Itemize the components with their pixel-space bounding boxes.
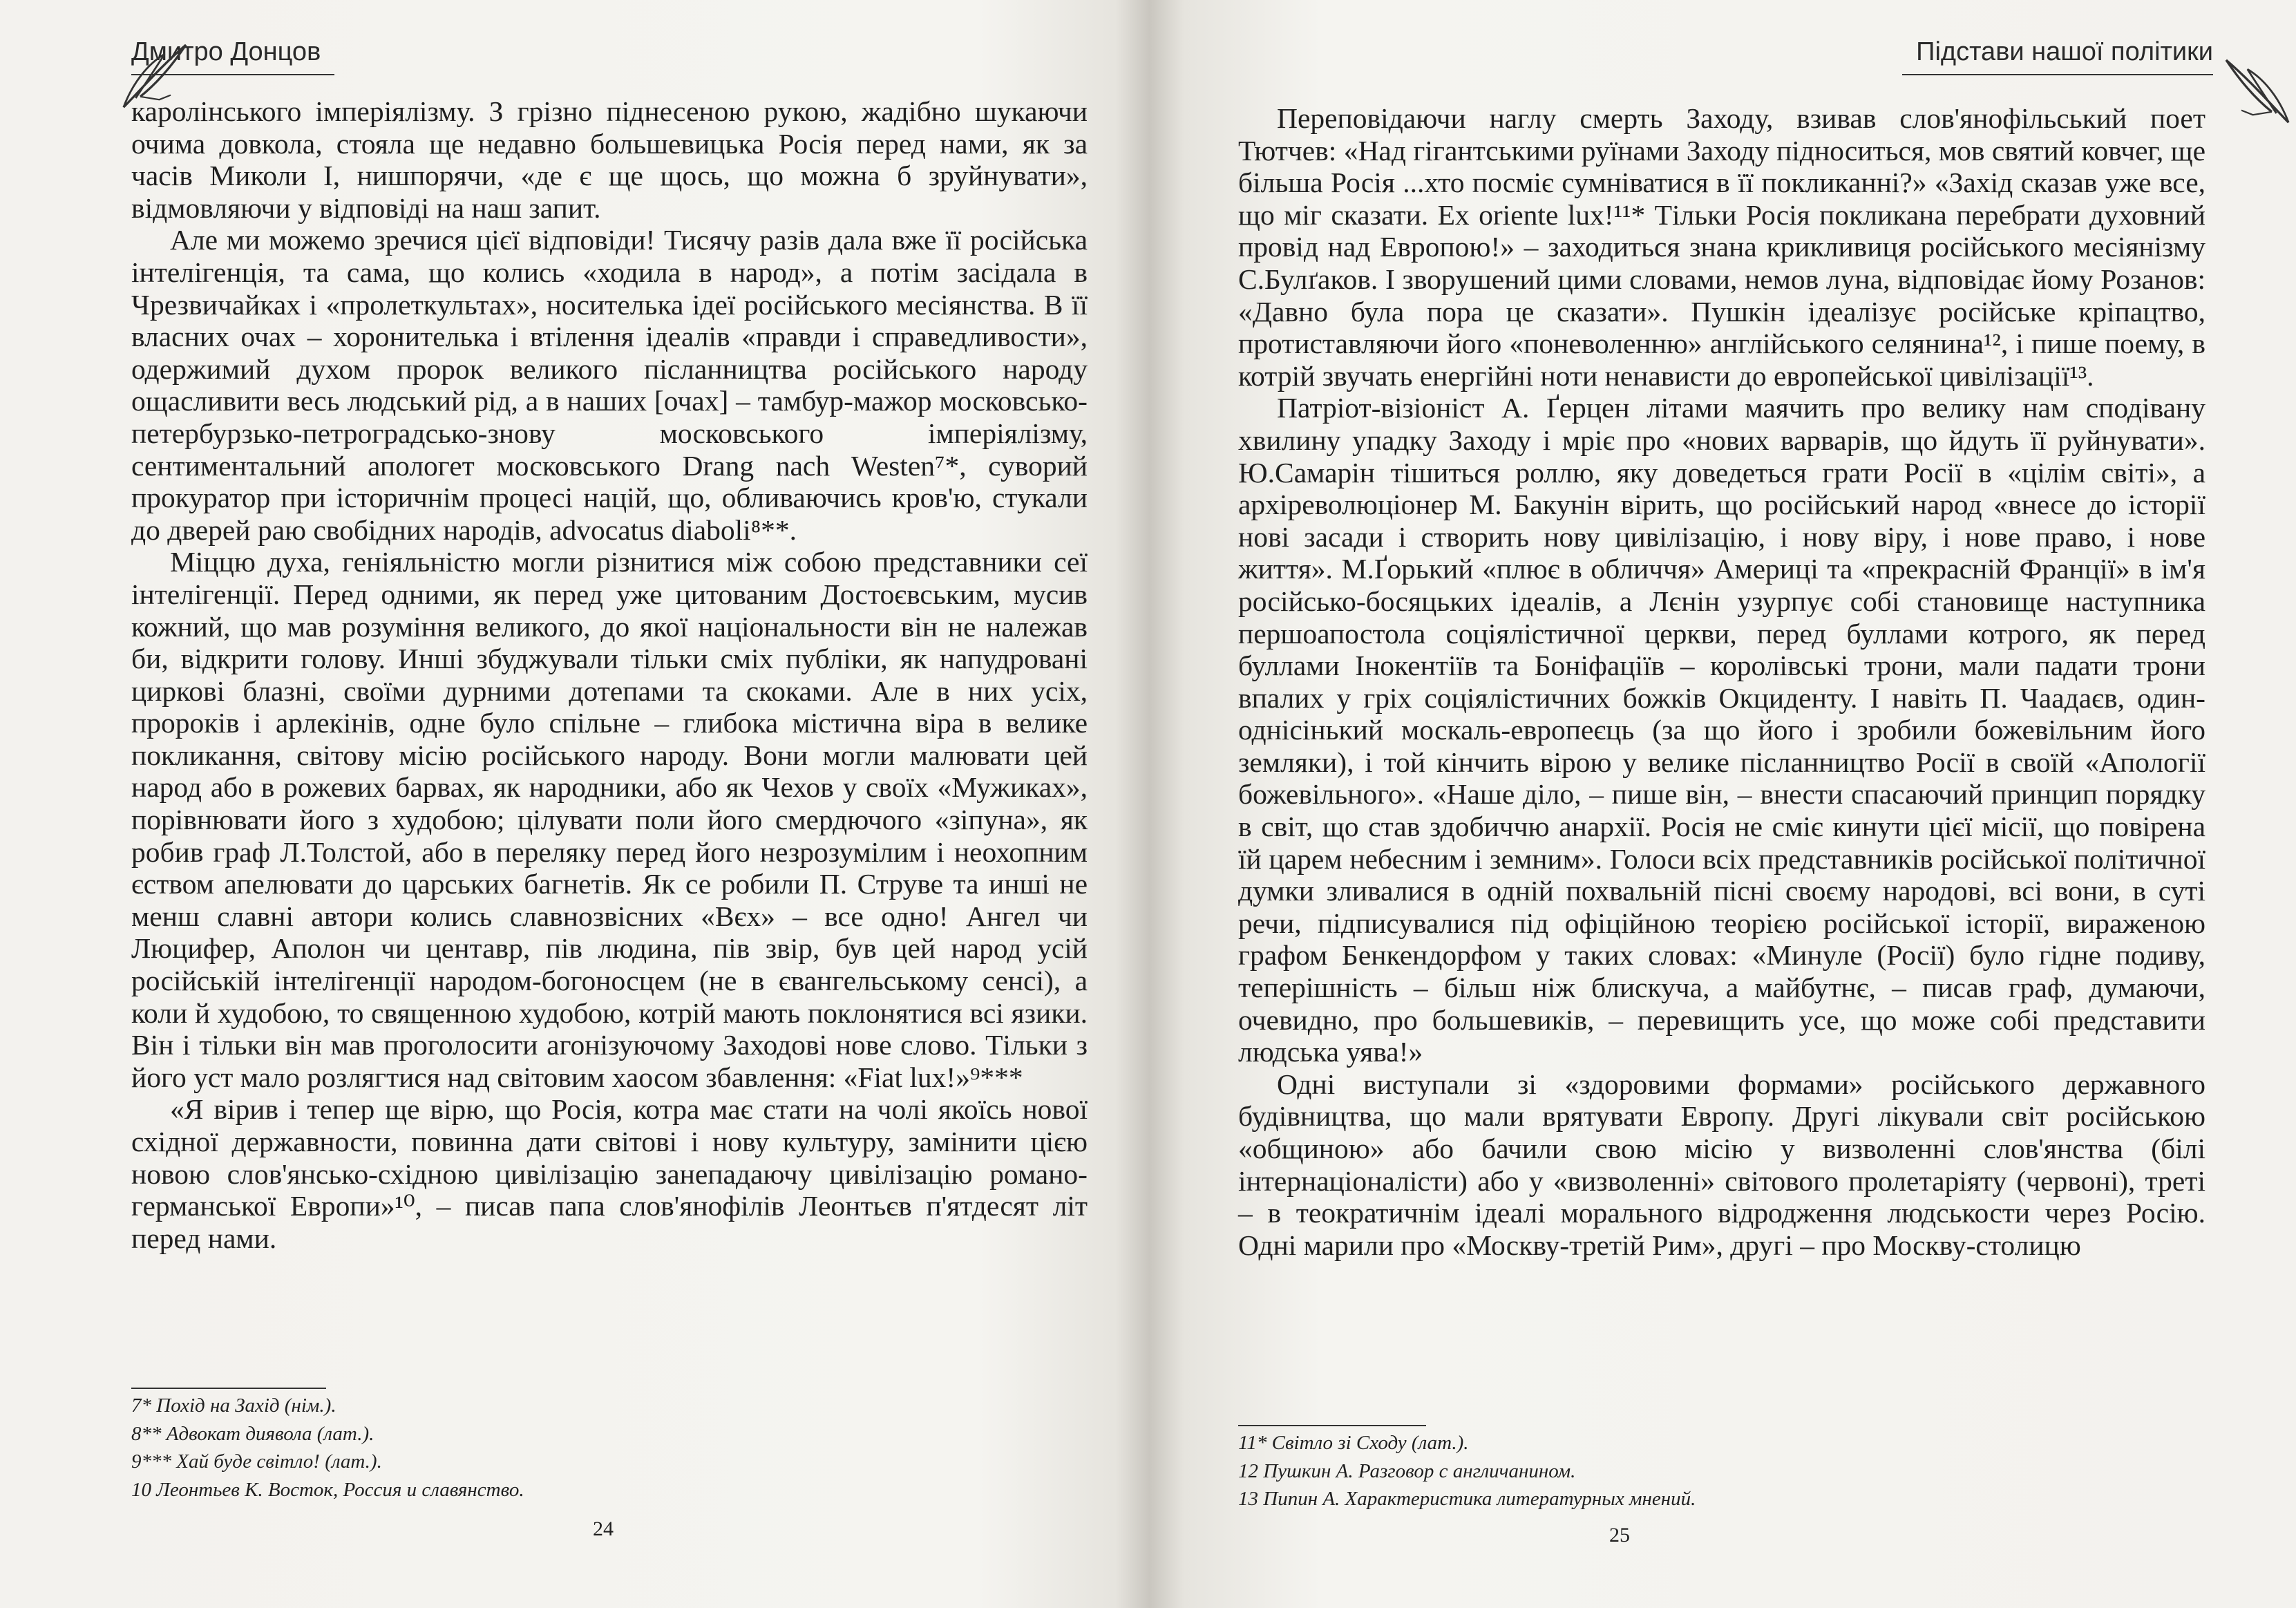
footnote-divider — [131, 1388, 326, 1389]
feather-quill-icon — [2219, 53, 2295, 129]
right-body-text — [1238, 102, 2205, 1261]
footnote: 9*** Хай буде світло! (лат.). — [131, 1450, 382, 1473]
footnote: 8** Адвокат диявола (лат.). — [131, 1422, 374, 1445]
footnote-divider — [1238, 1425, 1426, 1426]
paragraph: Переповідаючи наглу смерть Заходу, взивав слов'янофільський поет Тютчев: «Над гігантськими руїнами Заходу підноситься, мов святий ковчег, ще більша Росія ...хто посміє сумніватися в її покликанні?» «Захід сказав уже все, що міг сказати. Ex oriente lux!¹¹* Тільки Росія покликана перебрати духовний провід над Европою!» – заходиться знана крикливиця російського месіянізму С.Булґаков. І зворушений цими словами, немов луна, відповідає йому Розанов: «Давно була пора це сказати». Пушкін ідеалізує російське кріпацтво, протиставляючи його «поневоленню» англійського селянина¹², і пише поему, в котрій звучать енергійні ноти ненависти до европейської цивілізації¹³. — [1238, 102, 2205, 392]
right-page — [1150, 0, 2296, 1608]
right-footnotes — [1238, 1429, 2136, 1513]
left-body-text — [131, 95, 1088, 1254]
paragraph: Але ми можемо зречися цієї відповіди! Тисячу разів дала вже її російська інтелігенція, та сама, що колись «ходила в народ», а потім засідала в Чрезвичайках і «пролеткультах», носителька ідеї російського месіянства. В її власних очах – хоронителька і втілення ідеалів «правди і справедливости», одержимий духом пророк великого післанництва російського народу ощасливити весь людський рід, а в наших [очах] – тамбур-мажор московсько-петербурзько-петроградсько-знову московського імперіялізму, сентиментальний апологет московського Drang nach Westen⁷*, суворий прокуратор при історичнім процесі націй, що, обливаючись кров'ю, стукали до дверей раю свобідних народів, advocatus diaboli⁸**. — [131, 224, 1088, 546]
paragraph: Одні виступали зі «здоровими формами» російського державного будівництва, що мали врятувати Европу. Другі лікували світ російською «общиною» або бачили свою місію у визволенні слов'янства (білі інтернаціоналісти) або у «визволенні» світового пролетаріяту (червоні), треті – в теократичнім ідеалі морального відродження людськости через Росію. Одні марили про «Москву-третій Рим», другі – про Москву-столицю — [1238, 1068, 2205, 1261]
author-name: Дмитро Донцов — [131, 37, 334, 75]
left-running-header — [131, 25, 891, 80]
footnote: 10 Леонтьев К. Восток, Россия и славянство. — [131, 1478, 524, 1501]
paragraph: каролінського імперіялізму. З грізно піднесеною рукою, жадібно шукаючи очима довкола, стояла ще недавно большевицька Росія перед нами, як за часів Миколи I, нишпорячи, «де є ще щось, що можна б зруйнувати», відмовляючи у відповіді на наш запит. — [131, 95, 1088, 224]
paragraph: Патріот-візіоніст А. Ґерцен літами маячить про велику нам сподівану хвилину упадку Заходу і мріє про «нових варварів, що йдуть її руйнувати». Ю.Самарін тішиться роллю, яку доведеться грати Росії в «цілім світі», а архіреволюціонер М. Бакунін вірить, що російський народ «внесе до історії нові засади і створить нову цивілізацію, і нову віру, і нове право, і нове життя». М.Ґорький «плює в обличчя» Америці та «прекрасній Франції» в ім'я російсько-босяцьких ідеалів, а Лєнін узурпує собі становище наступника першоапостола соціялістичної церкви, перед буллами котрого, як перед буллами Інокентіїв та Боніфаціїв – королівські трони, мали падати трони впалих у гріх соціялістичних божків Окциденту. І навіть П. Чаадаєв, один-однісінький москаль-европеєць (за що його і зробили божевільним його земляки), і той кінчить вірою у велике післанництво Росії в своїй «Апології божевільного». «Наше діло, – пише він, – внести спасаючий принцип порядку в світ, що став здобиччю анархії. Росія не сміє кинути цієї місії, що повірена їй царем небесним і земним». Голоси всіх представників російської політичної думки зливалися в одній похвальній пісні своєму народові, всі вони, в суті речи, підписувалися під офіційною теорією російської історії, вираженою графом Бенкендорфом у таких словах: «Минуле (Росії) було гідне подиву, теперішність – більш ніж блискуча, а майбутнє, – писав граф, думаючи, очевидно, про большевиків, – перевищить усе, що може собі представити людська уява!» — [1238, 392, 2205, 1068]
paragraph: Міццю духа, геніяльністю могли різнитися між собою представники сеї інтелігенції. Перед одними, як перед уже цитованим Достоєвським, мусив кожний, що мав розуміння великого, до якої національности він не належав би, відкрити голову. Инші збуджували тільки сміх публіки, як напудровані циркові блазні, своїми дурними дотепами та скоками. Але в них усіх, пророків і арлекінів, одне було спільне – глибока містична віра в велике покликання, світову місію російського народу. Вони могли малювати цей народ або в рожевих барвах, як народники, або як Чехов у своїх «Мужиках», порівнювати його з худобою; цілувати поли його смердючого «зіпуна», як робив граф Л.Толстой, або в переляку перед його незрозумілим і неохопним єством апелювати до царських багнетів. Як се робили П. Струве та инші не менш славні автори колись славнозвісних «Вєх» – все одно! Ангел чи Люцифер, Аполон чи центавр, пів людина, пів звір, був цей народ усій російській інтелігенції народом-богоносцем (не в євангельському сенсі), а коли й худобою, то священною худобою, котрій мають поклонятися всі язики. Він і тільки він мав проголосити агонізуючому Заходові нове слово. Тільки з його уст мало розлягтися над світовим хаосом збавлення: «Fiat lux!»⁹*** — [131, 546, 1088, 1093]
right-running-header — [1453, 25, 2213, 80]
chapter-title: Підстави нашої політики — [1902, 37, 2213, 75]
footnote: 13 Пипин А. Характеристика литературных мнений. — [1238, 1488, 1696, 1510]
footnote: 7* Похід на Захід (нім.). — [131, 1394, 336, 1417]
page-number: 25 — [1609, 1524, 1630, 1546]
paragraph: «Я вірив і тепер ще вірю, що Росія, котра має стати на чолі якоїсь нової східної державности, повинна дати світові і нову культуру, замінити цією новою слов'янсько-східною цивілізацію занепадаючу цивілізацію романо-германської Европи»¹⁰, – писав папа слов'янофілів Леонтьєв п'ятдесят літ перед нами. — [131, 1093, 1088, 1254]
footnote: 12 Пушкин А. Разговор с англичанином. — [1238, 1459, 1576, 1482]
footnote: 11* Світло зі Сходу (лат.). — [1238, 1432, 1469, 1454]
page-number: 24 — [593, 1517, 614, 1540]
left-footnotes — [131, 1392, 1030, 1504]
